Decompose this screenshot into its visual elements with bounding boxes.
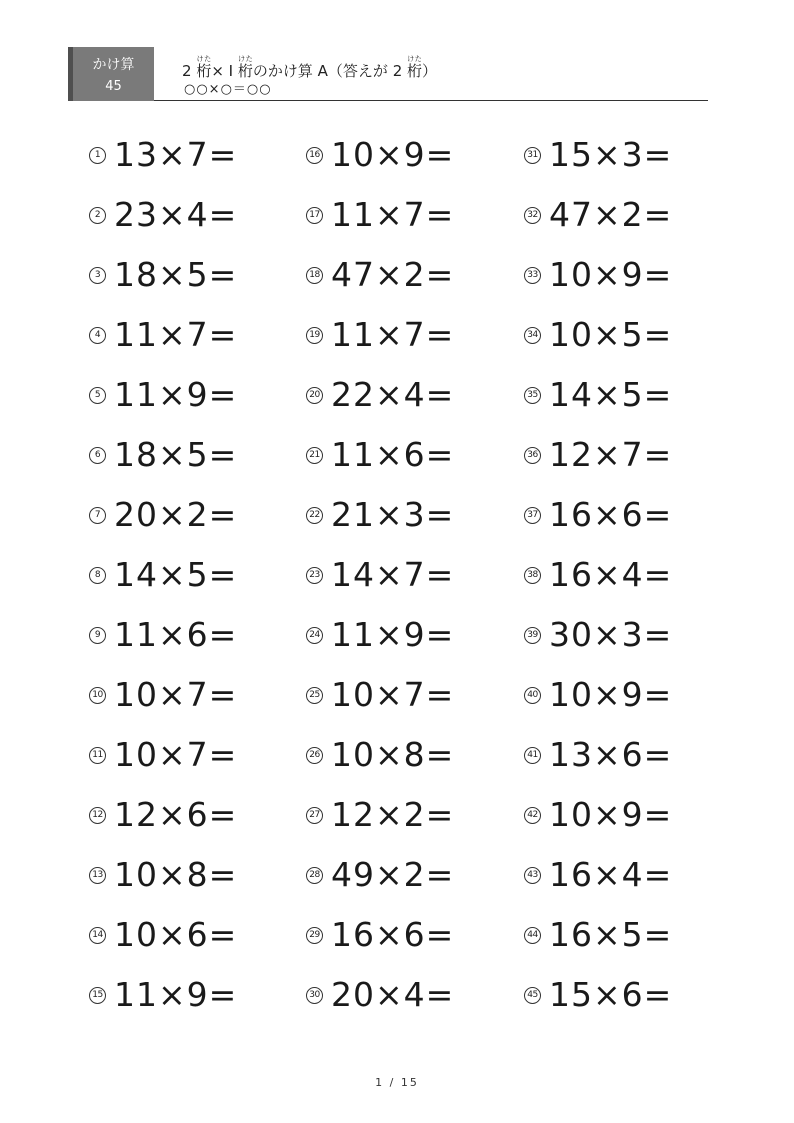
problem-expression: 47×2= [549,195,673,234]
problem-expression: 13×7= [114,135,238,174]
problem-expression: 11×7= [331,195,455,234]
problem-expression: 11×6= [331,435,455,474]
problem-item [89,915,237,955]
problem-expression: 10×9= [549,675,673,714]
problem-expression: 10×9= [549,795,673,834]
problem-item [89,735,237,775]
problem-number: 5 [89,387,106,404]
problem-number: 31 [524,147,541,164]
problem-item [89,435,237,475]
problem-expression: 30×3= [549,615,673,654]
problem-number: 24 [306,627,323,644]
problem-number: 33 [524,267,541,284]
problem-number: 2 [89,207,106,224]
problem-expression: 16×5= [549,915,673,954]
problem-item [524,195,672,235]
problem-item [89,795,237,835]
problem-pattern: ○○×○＝○○ [184,82,272,97]
problem-item [306,915,454,955]
problem-number: 35 [524,387,541,404]
problem-number: 30 [306,987,323,1004]
problem-item [524,975,672,1015]
badge-title: かけ算 [92,57,135,73]
problem-item [306,195,454,235]
problem-expression: 11×6= [114,615,238,654]
problem-number: 13 [89,867,106,884]
problem-item [306,675,454,715]
problem-expression: 10×9= [331,135,455,174]
problem-number: 22 [306,507,323,524]
problem-item [306,315,454,355]
problem-item [306,975,454,1015]
problem-item [306,735,454,775]
problem-expression: 15×6= [549,975,673,1014]
problem-item [524,735,672,775]
badge-number: 45 [105,79,122,94]
keta-ruby-3: 桁けた [407,55,423,80]
problem-expression: 23×4= [114,195,238,234]
problem-expression: 11×7= [331,315,455,354]
problem-expression: 21×3= [331,495,455,534]
problem-number: 3 [89,267,106,284]
problem-expression: 18×5= [114,435,238,474]
problem-number: 25 [306,687,323,704]
problem-number: 18 [306,267,323,284]
problem-number: 8 [89,567,106,584]
problem-number: 10 [89,687,106,704]
problem-expression: 20×2= [114,495,238,534]
problem-number: 7 [89,507,106,524]
problem-number: 40 [524,687,541,704]
problem-expression: 15×3= [549,135,673,174]
problem-expression: 10×9= [549,255,673,294]
keta-ruby-1: 桁けた [196,55,212,80]
problem-expression: 16×6= [549,495,673,534]
problem-number: 4 [89,327,106,344]
problem-item [306,495,454,535]
problem-number: 26 [306,747,323,764]
problem-number: 39 [524,627,541,644]
problem-item [306,795,454,835]
problem-item [89,975,237,1015]
problem-item [306,615,454,655]
problem-number: 19 [306,327,323,344]
problem-item [89,255,237,295]
problem-expression: 12×2= [331,795,455,834]
problem-expression: 16×4= [549,855,673,894]
problem-item [306,375,454,415]
problem-item [524,135,672,175]
page-number: 1 / 15 [375,1076,419,1089]
problem-item [524,915,672,955]
problem-expression: 10×6= [114,915,238,954]
problem-number: 29 [306,927,323,944]
problem-number: 36 [524,447,541,464]
problem-number: 44 [524,927,541,944]
problem-expression: 11×9= [114,975,238,1014]
problem-number: 45 [524,987,541,1004]
problem-number: 27 [306,807,323,824]
problem-item [524,495,672,535]
problem-expression: 14×5= [114,555,238,594]
problem-expression: 10×7= [114,675,238,714]
problem-item [89,495,237,535]
problem-number: 6 [89,447,106,464]
problem-item [524,555,672,595]
keta-ruby-2: 桁けた [237,55,253,80]
problem-number: 15 [89,987,106,1004]
problem-item [306,855,454,895]
problem-expression: 22×4= [331,375,455,414]
problem-item [89,375,237,415]
problem-expression: 16×4= [549,555,673,594]
title-part-1: 2 [182,62,192,80]
problem-item [524,315,672,355]
problem-expression: 14×7= [331,555,455,594]
problem-expression: 18×5= [114,255,238,294]
problem-number: 17 [306,207,323,224]
problem-item [306,135,454,175]
problem-item [89,555,237,595]
problem-item [89,675,237,715]
problem-number: 23 [306,567,323,584]
problem-expression: 47×2= [331,255,455,294]
problem-item [306,255,454,295]
title-part-3: のかけ算 A（答えが 2 [252,62,403,80]
problem-item [89,315,237,355]
problem-expression: 13×6= [549,735,673,774]
problem-expression: 49×2= [331,855,455,894]
problem-item [524,435,672,475]
title-part-2: × I [211,62,234,80]
problem-number: 34 [524,327,541,344]
problem-expression: 12×7= [549,435,673,474]
problem-expression: 11×9= [331,615,455,654]
problem-expression: 10×5= [549,315,673,354]
problem-item [89,615,237,655]
problem-number: 37 [524,507,541,524]
problem-item [524,795,672,835]
problem-expression: 10×7= [331,675,455,714]
problem-item [524,675,672,715]
problem-item [89,195,237,235]
problem-expression: 20×4= [331,975,455,1014]
problem-expression: 10×8= [331,735,455,774]
problem-number: 32 [524,207,541,224]
problem-expression: 12×6= [114,795,238,834]
problem-expression: 10×7= [114,735,238,774]
problem-number: 20 [306,387,323,404]
problem-expression: 14×5= [549,375,673,414]
problem-number: 21 [306,447,323,464]
problem-expression: 11×7= [114,315,238,354]
problem-expression: 16×6= [331,915,455,954]
problem-number: 9 [89,627,106,644]
problem-item [524,375,672,415]
problem-expression: 10×8= [114,855,238,894]
problem-number: 1 [89,147,106,164]
problem-number: 14 [89,927,106,944]
problem-item [89,855,237,895]
problem-item [524,615,672,655]
problem-number: 28 [306,867,323,884]
problem-expression: 11×9= [114,375,238,414]
problem-number: 42 [524,807,541,824]
problem-item [524,255,672,295]
problem-item [524,855,672,895]
problem-number: 41 [524,747,541,764]
problem-item [306,555,454,595]
problem-number: 16 [306,147,323,164]
problem-item [89,135,237,175]
problem-item [306,435,454,475]
problem-number: 12 [89,807,106,824]
problem-number: 11 [89,747,106,764]
problem-number: 43 [524,867,541,884]
title-part-4: ） [422,62,438,80]
problem-number: 38 [524,567,541,584]
